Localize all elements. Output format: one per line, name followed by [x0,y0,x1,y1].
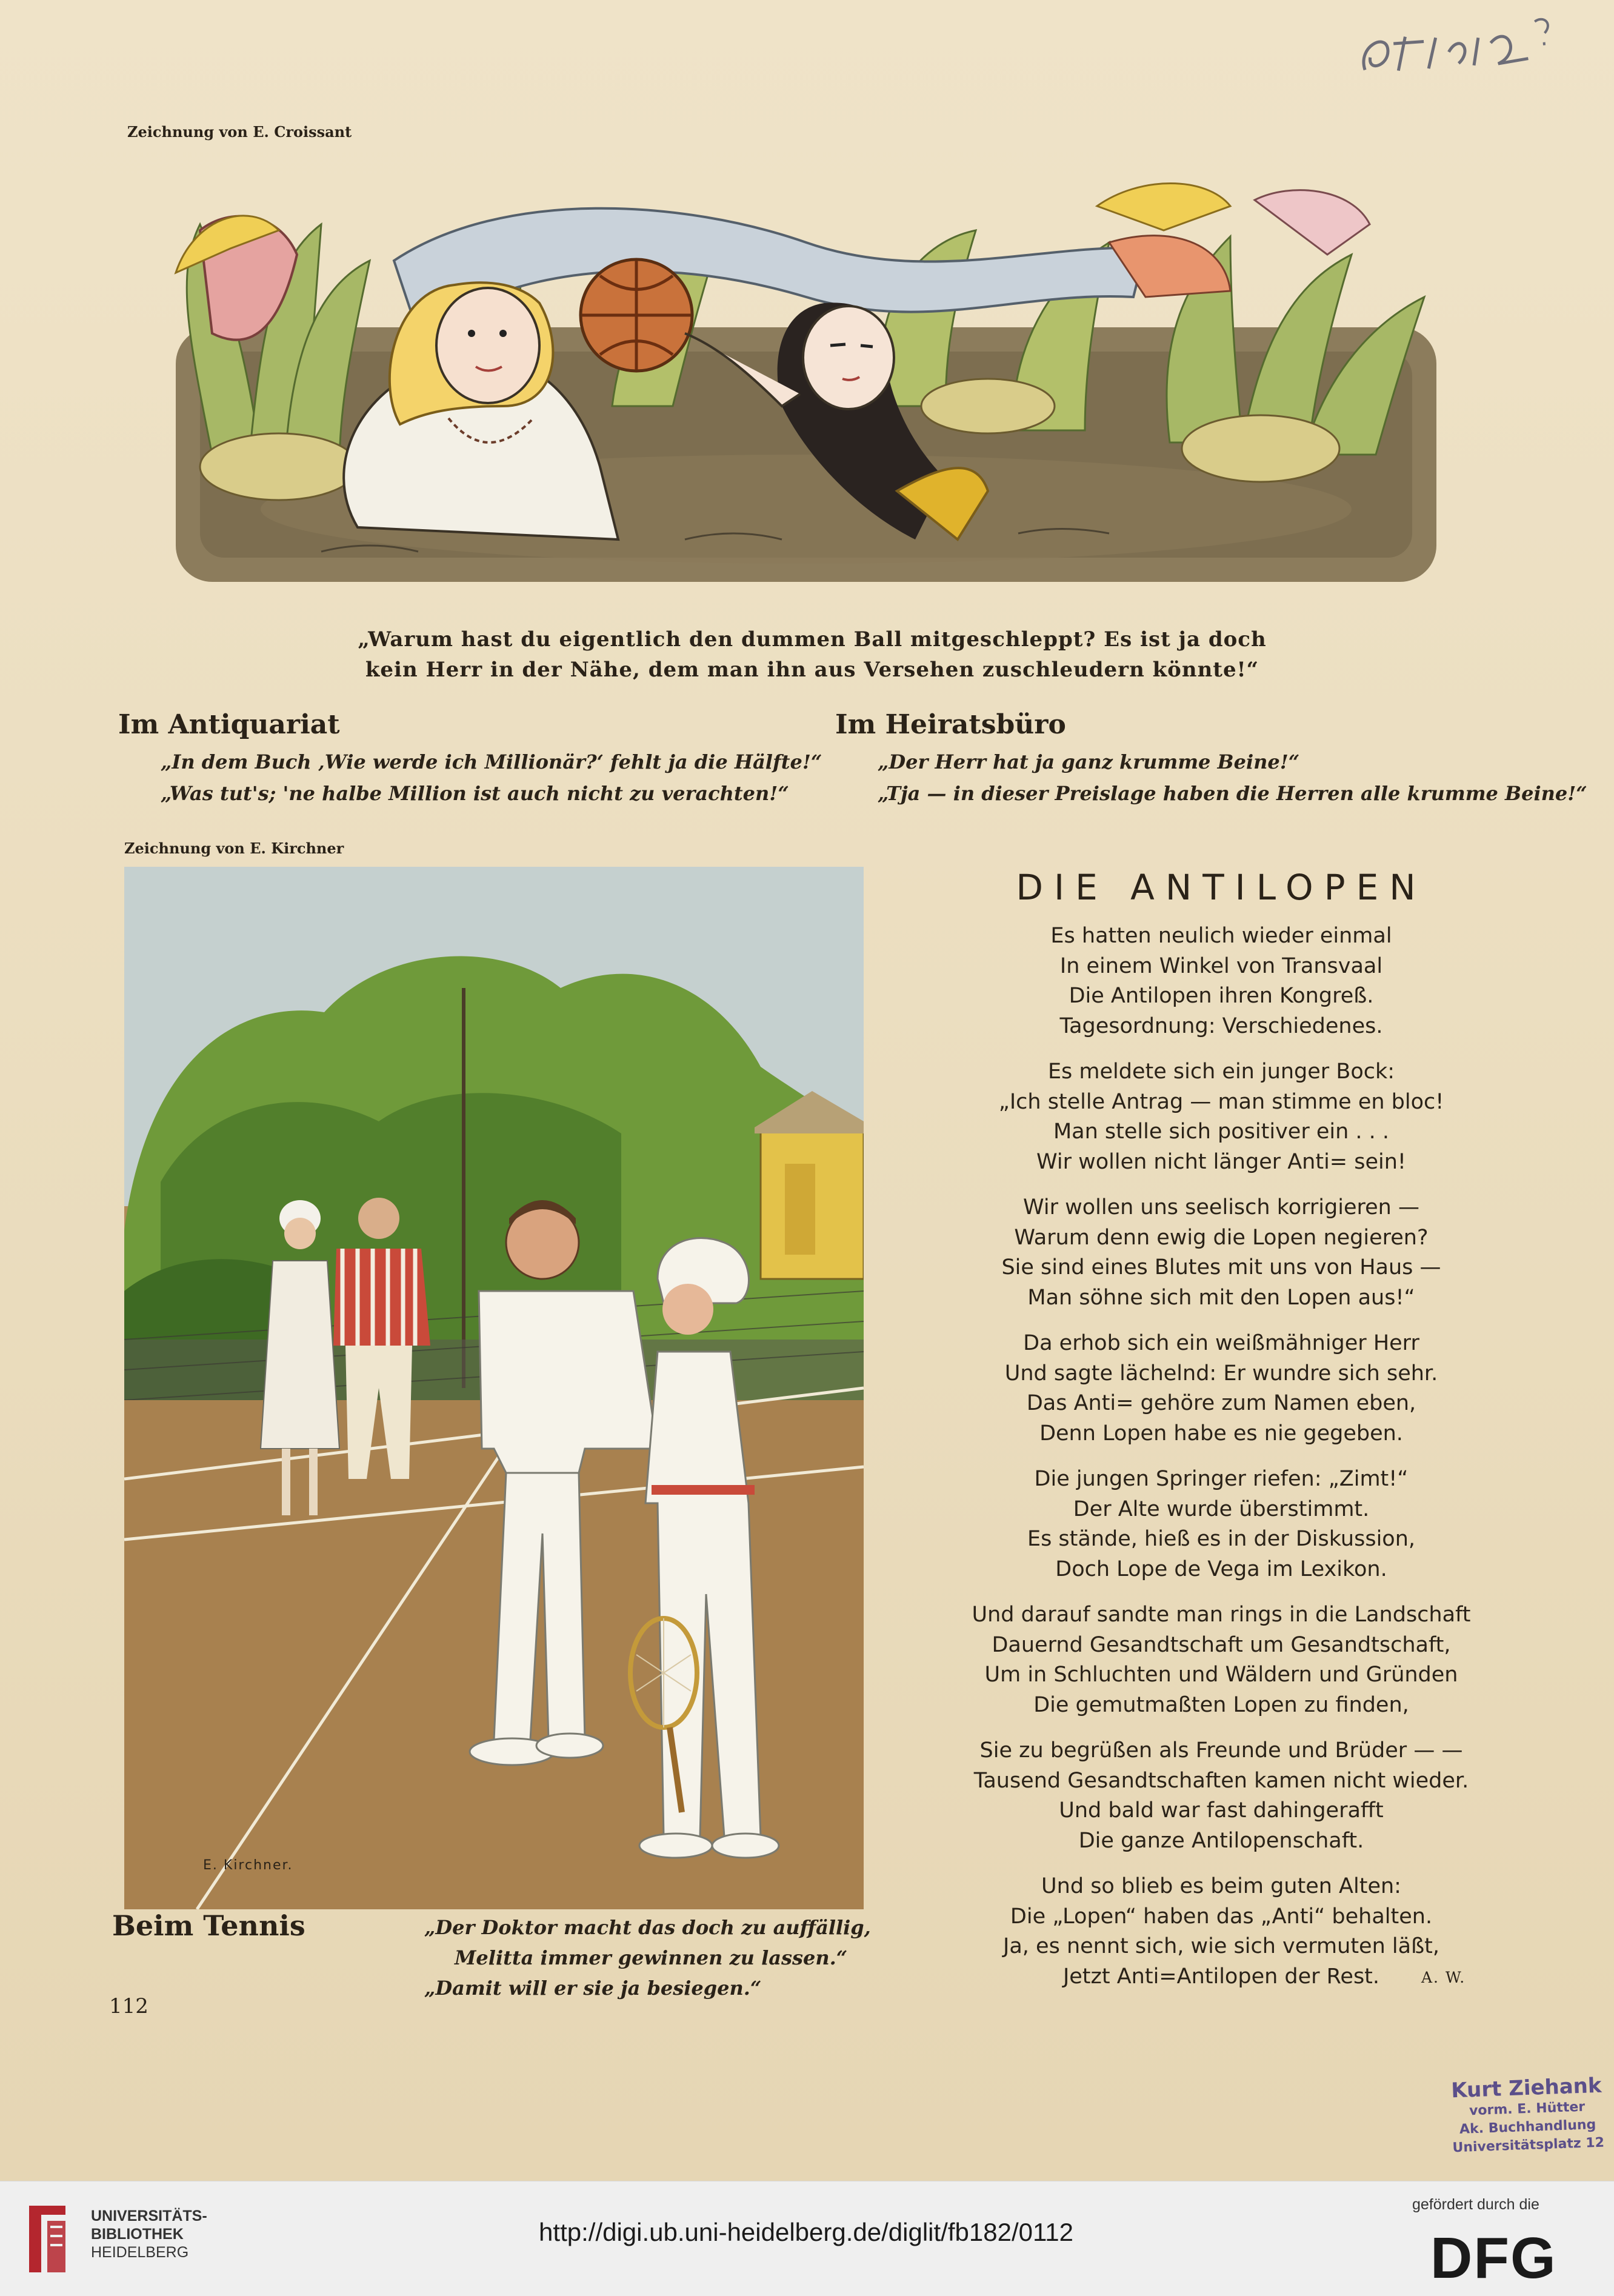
poem-line: Ja, es nennt sich, wie sich vermuten läßt, [1003,1934,1439,1958]
poem-line: Sie zu begrüßen als Freunde und Brüder — — [979,1738,1463,1763]
joke-antiquariat [118,709,822,809]
library-line: UNIVERSITÄTS- [91,2208,207,2224]
bookseller-stamp [1441,2073,1613,2158]
poem-line: Man stelle sich positiver ein . . . [1053,1120,1390,1144]
poem-line: Die jungen Springer riefen: „Zimt!“ [1034,1467,1409,1491]
digitization-footer [0,2181,1614,2296]
poem-line: Es stände, hieß es in der Diskussion, [1027,1527,1416,1551]
poem-stanza [909,1329,1533,1449]
joke-heiratsbuero [835,709,1587,809]
permalink[interactable]: http://digi.ub.uni-heidelberg.de/diglit/fb182/0112 [539,2218,1073,2246]
poem-line: Doch Lope de Vega im Lexikon. [1055,1557,1387,1581]
poem-line: Tausend Gesandtschaften kamen nicht wieder. [973,1768,1469,1793]
poem-stanza [909,1193,1533,1313]
poem-line: Die ganze Antilopenschaft. [1078,1828,1364,1853]
poem-line: Die gemutmaßten Lopen zu finden, [1033,1692,1409,1717]
stamp-line: Ak. Buchhandlung [1459,2117,1596,2137]
artist-mark: E. Kirchner. [203,1858,293,1873]
poem-line: „Ich stelle Antrag — man stimme en bloc! [998,1089,1444,1114]
poem-stanza [909,1600,1533,1720]
poem-line: Und so blieb es beim guten Alten: [1041,1874,1401,1898]
joke-title: Im Antiquariat [118,709,340,740]
university-library-logo-icon [17,2200,78,2281]
tennis-illustration [124,867,864,1909]
poem-stanza [909,921,1533,1041]
poem-stanza [909,1464,1533,1584]
poem-line: Der Alte wurde überstimmt. [1073,1497,1370,1521]
joke-line: „Was tut's; 'ne halbe Million ist auch nicht zu verachten!“ [161,782,789,805]
poem-stanza [909,1736,1533,1856]
stamp-line: Universitätsplatz 12 [1452,2135,1605,2156]
joke-line: „Tja — in dieser Preislage haben die Herren alle krumme Beine!“ [878,782,1587,805]
poem-line: Warum denn ewig die Lopen negieren? [1014,1225,1429,1250]
stamp-line: Kurt Ziehank [1450,2073,1602,2103]
page-number: 112 [109,1994,148,2018]
poem-line: In einem Winkel von Transvaal [1059,953,1383,978]
bathing-women-illustration [139,152,1485,618]
poem-line: Jetzt Anti=Antilopen der Rest. [1062,1964,1380,1989]
poem-line: Und bald war fast dahingerafft [1059,1798,1384,1823]
tennis-illustration-credit: Zeichnung von E. Kirchner [124,839,344,857]
caption-line: „Damit will er sie ja besiegen.“ [424,1977,762,2000]
poem-line: Dauernd Gesandtschaft um Gesandtschaft, [992,1632,1451,1657]
poem-line: Die Antilopen ihren Kongreß. [1069,984,1374,1008]
poem-line: Man söhne sich mit den Lopen aus!“ [1027,1285,1415,1310]
poem-line: Tagesordnung: Verschiedenes. [1059,1013,1383,1038]
poem-author: A. W. [1421,1969,1466,1986]
funding-note: gefördert durch die [1412,2196,1539,2213]
library-line: HEIDELBERG [91,2244,189,2261]
poem-line: Denn Lopen habe es nie gegeben. [1039,1421,1403,1446]
handwritten-signature [1350,8,1560,88]
poem [909,867,1533,2007]
poem-title: DIE ANTILOPEN [1016,867,1427,908]
poem-line: Die „Lopen“ haben das „Anti“ behalten. [1010,1904,1433,1929]
poem-line: Da erhob sich ein weißmähniger Herr [1023,1331,1419,1355]
caption-line: „Warum hast du eigentlich den dummen Ball mitgeschleppt? Es ist ja doch [358,627,1267,652]
stamp-line: vorm. E. Hütter [1469,2099,1586,2119]
top-illustration-caption [339,624,1285,685]
poem-line: Es hatten neulich wieder einmal [1050,924,1392,948]
tennis-title: Beim Tennis [112,1909,305,1942]
caption-line: Melitta immer gewinnen zu lassen.“ [455,1946,848,1969]
poem-stanza [909,1057,1533,1177]
joke-line: „In dem Buch ‚Wie werde ich Millionär?‘ fehlt ja die Hälfte!“ [161,750,822,773]
caption-line: kein Herr in der Nähe, dem man ihn aus Versehen zuschleudern könnte!“ [365,658,1259,682]
poem-line: Das Anti= gehöre zum Namen eben, [1026,1391,1416,1415]
poem-line: Um in Schluchten und Wäldern und Gründen [984,1663,1458,1687]
caption-line: „Der Doktor macht das doch zu auffällig, [424,1916,871,1939]
joke-title: Im Heiratsbüro [835,709,1066,740]
poem-line: Und sagte lächelnd: Er wundre sich sehr. [1004,1361,1438,1386]
dfg-logo: DFG [1430,2226,1557,2291]
poem-line: Es meldete sich ein junger Bock: [1047,1060,1395,1084]
poem-line: Wir wollen nicht länger Anti= sein! [1036,1149,1406,1174]
tennis-caption [424,1912,909,2003]
library-name [91,2207,207,2261]
joke-line: „Der Herr hat ja ganz krumme Beine!“ [878,750,1300,773]
poem-line: Und darauf sandte man rings in die Landschaft [972,1603,1471,1627]
poem-line: Sie sind eines Blutes mit uns von Haus — [1001,1255,1441,1280]
poem-line: Wir wollen uns seelisch korrigieren — [1023,1195,1419,1220]
library-line: BIBLIOTHEK [91,2226,184,2243]
top-illustration-credit: Zeichnung von E. Croissant [127,123,352,141]
